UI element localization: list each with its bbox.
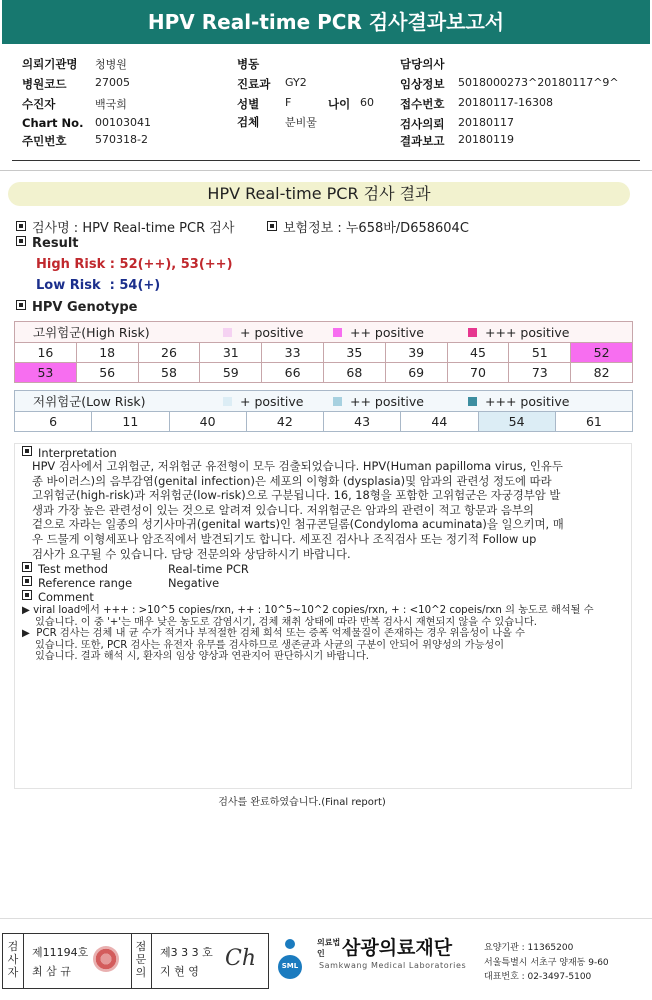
doctor-label: 담당의사 (400, 57, 445, 71)
request-date-label: 검사의뢰 (400, 117, 445, 131)
high-risk-row-2 (15, 363, 633, 383)
genotype-cell: 82 (571, 363, 633, 383)
low-risk-genotype-table (14, 390, 633, 432)
genotype-cell: 73 (509, 363, 571, 383)
comment-text (22, 605, 594, 663)
header-divider (12, 160, 640, 161)
org-code: 요양기관 : 11365200 (484, 943, 574, 953)
footer-divider (0, 918, 652, 919)
genotype-cell: 56 (76, 363, 138, 383)
genotype-cell: 61 (555, 412, 632, 432)
genotype-heading (16, 300, 137, 315)
interpretation-line: 우 드물게 이형세포나 암조직에서 발견되기도 합니다. 세포진 검사나 조직검사 또는 정기적 Follow up (32, 531, 537, 546)
legend-swatch (223, 397, 232, 406)
genotype-cell: 26 (138, 343, 200, 363)
test-name: 검사명 : HPV Real-time PCR 검사 (32, 221, 235, 236)
interpretation-line: 검사가 요구될 수 있습니다. 담당 전문의와 상담하시기 바랍니다. (32, 546, 351, 561)
specialist-title: 점문의 (135, 940, 147, 979)
chart-no-value: 00103041 (95, 116, 151, 129)
genotype-cell: 51 (509, 343, 571, 363)
clinical-info-value: 5018000273^20180117^9^ (458, 76, 619, 89)
genotype-cell: 52 (571, 343, 633, 363)
result-heading (16, 236, 79, 251)
bullet-square-icon (22, 590, 32, 600)
resident-no-label: 주민번호 (22, 134, 67, 148)
genotype-cell: 31 (200, 343, 262, 363)
interpretation-line: 겉으로 자라는 일종의 성기사마귀(genital warts)인 첨규콘딜롬(Condyloma acuminata)을 일으키며, 매 (32, 517, 564, 532)
hospital-name-label: 의뢰기관명 (22, 57, 78, 71)
high-risk-header: 고위험군(High Risk) (33, 325, 150, 340)
insurance-info: 보험정보 : 누658바/D658604C (283, 221, 469, 236)
bullet-square-icon (16, 221, 26, 231)
cell-divider (151, 934, 152, 988)
resident-no-value: 570318-2 (95, 133, 148, 146)
legend-label: +++ positive (485, 324, 570, 340)
comment-line: 있습니다. 이 중 '+'는 매우 낮은 농도로 감염시기, 검체 채취 상태에 따라 반복 검사시 재현되지 않을 수 있습니다. (22, 616, 538, 628)
hospital-code-label: 병원코드 (22, 77, 67, 91)
bullet-square-icon (16, 300, 26, 310)
low-risk-row (15, 412, 633, 432)
ward-label: 병동 (237, 57, 260, 71)
genotype-cell: 35 (323, 343, 385, 363)
org-address: 서울특별시 서초구 양재동 9-60 (484, 958, 609, 968)
low-risk-result: Low Risk : 54(+) (36, 278, 161, 293)
specialist-signature: Ch (225, 946, 257, 971)
hospital-code-value: 27005 (95, 76, 130, 89)
report-date-label: 결과보고 (400, 134, 445, 148)
comment-line: ▶ PCR 검사는 검체 내 균 수가 적거나 부적절한 검체 희석 또는 증폭 억제물질이 존재하는 경우 위음성이 나올 수 (22, 628, 526, 639)
insurance-row (267, 217, 469, 236)
test-method-value: Real-time PCR (168, 562, 249, 576)
high-risk-result: High Risk : 52(++), 53(++) (36, 257, 233, 272)
legend-swatch (468, 397, 477, 406)
genotype-cell: 43 (324, 412, 401, 432)
legend-label: + positive (240, 393, 304, 409)
reference-range-value: Negative (168, 576, 220, 590)
sex-value: F (285, 96, 292, 109)
low-risk-header: 저위험군(Low Risk) (33, 394, 146, 409)
genotype-cell: 33 (262, 343, 324, 363)
interpretation-line: 종 바이러스)의 음부감염(genital infection)은 세포의 이형화 (dysplasia)및 암과의 관련성 정도에 따라 (32, 473, 552, 488)
patient-value: 백국희 (95, 98, 127, 111)
final-report-note: 검사를 완료하였습니다.(Final report) (218, 797, 386, 808)
legend-label: +++ positive (485, 393, 570, 409)
receipt-no-value: 20180117-16308 (458, 96, 553, 109)
genotype-cell: 42 (246, 412, 323, 432)
age-label: 나이 (328, 97, 351, 111)
examiner-seal-icon (93, 946, 119, 972)
sml-logo-icon (271, 934, 309, 982)
department-value: GY2 (285, 76, 307, 89)
legend-swatch (333, 397, 342, 406)
genotype-label: HPV Genotype (32, 300, 138, 315)
comment-line: 있습니다. 결과 해석 시, 환자의 임상 양상과 연관지어 판단하시기 바랍니다. (22, 651, 370, 662)
receipt-no-label: 접수번호 (400, 97, 445, 111)
legend-plus-plus (333, 394, 468, 409)
hospital-name-value: 청병원 (95, 58, 127, 71)
report-date-value: 20180119 (458, 133, 514, 146)
legend-plus (223, 325, 333, 340)
legend-swatch (468, 328, 477, 337)
genotype-cell: 58 (138, 363, 200, 383)
comment-heading (22, 590, 94, 605)
bullet-square-icon (22, 576, 32, 586)
comment-line: ▶ viral load에서 +++ : >10^5 copies/rxn, ++ : 10^5~10^2 copies/rxn, + : <10^2 copeis/rxn 의 농도로 해석될 수 (22, 605, 594, 616)
sex-label: 성별 (237, 97, 260, 111)
org-english-name: Samkwang Medical Laboratories (319, 961, 467, 970)
genotype-cell: 18 (76, 343, 138, 363)
department-label: 진료과 (237, 77, 271, 91)
genotype-cell: 45 (447, 343, 509, 363)
legend-label: ++ positive (350, 393, 424, 409)
specialist-name: 지 현 영 (160, 965, 199, 978)
specimen-value: 분비물 (285, 116, 317, 129)
genotype-cell: 68 (323, 363, 385, 383)
interpretation-line: 생과 가장 높은 관련성이 있는 것으로 알려져 있습니다. 저위험군은 암과의 관련이 적고 항문과 음부의 (32, 502, 534, 517)
comment-label: Comment (38, 590, 94, 604)
high-risk-genotype-table (14, 321, 633, 383)
genotype-cell: 40 (169, 412, 246, 432)
interpretation-label: Interpretation (38, 446, 117, 460)
low-risk-header-row (15, 391, 633, 412)
genotype-cell: 66 (262, 363, 324, 383)
test-method-row (22, 562, 108, 577)
genotype-cell: 59 (200, 363, 262, 383)
genotype-cell: 39 (385, 343, 447, 363)
bullet-square-icon (267, 221, 277, 231)
high-risk-row-1 (15, 343, 633, 363)
org-phone: 대표번호 : 02-3497-5100 (484, 972, 592, 982)
legend-plus-plus-plus (468, 325, 569, 340)
request-date-value: 20180117 (458, 116, 514, 129)
interpretation-line: 고위험군(high-risk)과 저위험군(low-risk)으로 구분됩니다. 16, 18형을 포함한 고위험군은 자궁경부암 발 (32, 488, 561, 503)
genotype-cell: 44 (401, 412, 478, 432)
genotype-cell: 70 (447, 363, 509, 383)
result-label: Result (32, 236, 79, 251)
genotype-cell: 6 (15, 412, 92, 432)
examiner-license: 제11194호 (32, 946, 89, 959)
comment-line: 있습니다. 또한, PCR 검사는 유전자 유무를 검사하므로 생존균과 사균의 구분이 안되어 위양성의 가능성이 (22, 639, 505, 651)
genotype-cell: 69 (385, 363, 447, 383)
cell-divider (131, 934, 132, 988)
legend-plus (223, 394, 333, 409)
legend-plus-plus-plus (468, 394, 569, 409)
reference-range-row (22, 576, 132, 591)
reference-range-label: Reference range (38, 576, 133, 590)
bullet-square-icon (22, 562, 32, 572)
bullet-square-icon (22, 446, 32, 456)
legend-label: ++ positive (350, 324, 424, 340)
specialist-license: 제3 3 3 호 (160, 946, 213, 959)
genotype-cell: 54 (478, 412, 555, 432)
interpretation-line: HPV 검사에서 고위험군, 저위험군 유전형이 모두 검출되었습니다. HPV(Human papilloma virus, 인유두 (32, 459, 563, 473)
bullet-square-icon (16, 236, 26, 246)
examiner-title: 검사자 (7, 940, 19, 979)
specimen-label: 검체 (237, 115, 260, 129)
test-name-row (16, 217, 234, 236)
genotype-cell: 11 (92, 412, 169, 432)
age-value: 60 (360, 96, 374, 109)
genotype-cell: 16 (15, 343, 77, 363)
result-banner: HPV Real-time PCR 검사 결과 (8, 182, 630, 206)
patient-label: 수진자 (22, 97, 56, 111)
interpretation-text (32, 459, 564, 561)
sml-logo-text: SML (281, 962, 299, 970)
legend-label: + positive (240, 324, 304, 340)
clinical-info-label: 임상정보 (400, 77, 445, 91)
legend-swatch (223, 328, 232, 337)
examiner-name: 최 삼 규 (32, 965, 71, 978)
org-prefix: 의료법인 (317, 938, 341, 958)
org-name: 삼광의료재단 (342, 937, 453, 959)
legend-plus-plus (333, 325, 468, 340)
header-divider-light (0, 170, 652, 171)
test-method-label: Test method (38, 562, 109, 576)
genotype-cell: 53 (15, 363, 77, 383)
cell-divider (23, 934, 24, 988)
legend-swatch (333, 328, 342, 337)
chart-no-label: Chart No. (22, 116, 84, 130)
high-risk-header-row (15, 322, 633, 343)
report-title: HPV Real-time PCR 검사결과보고서 (2, 0, 650, 44)
